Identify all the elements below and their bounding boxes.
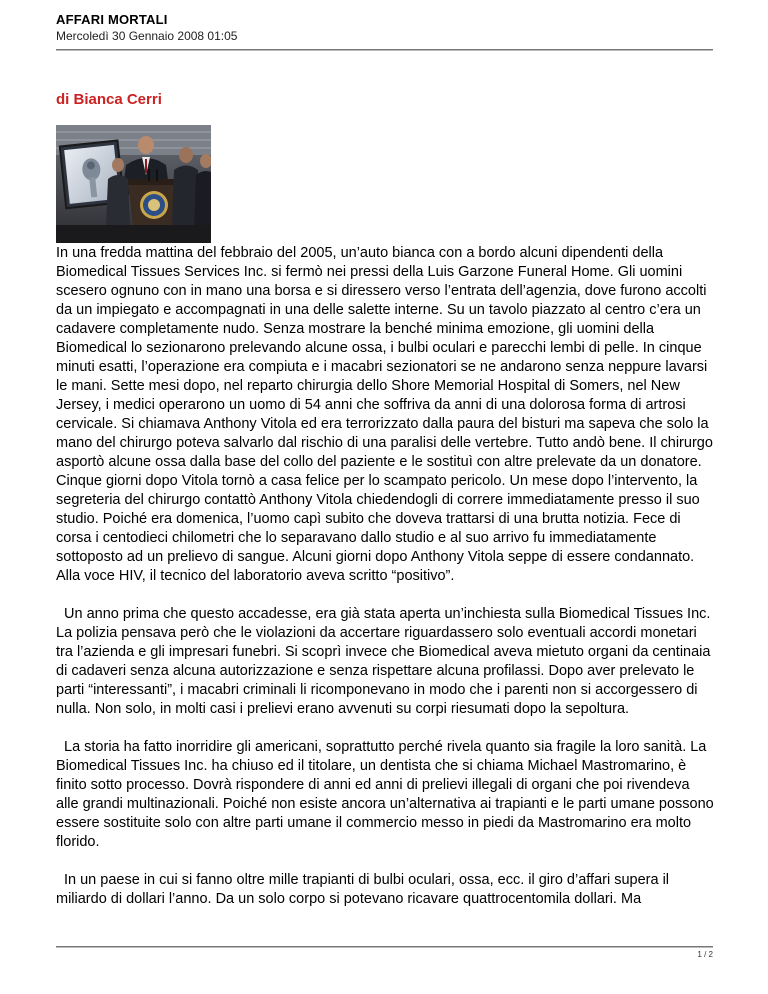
publish-date: Mercoledì 30 Gennaio 2008 01:05 <box>56 29 238 43</box>
article-body <box>56 244 716 928</box>
footer-divider <box>56 946 713 948</box>
article-paragraph: Un anno prima che questo accadesse, era già stata aperta un’inchiesta sulla Biomedical Tissues Inc. La polizia pensava però che le violazioni da accertare riguardassero solo eventuali accordi monetari tra l’azienda e gli impresari funebri. Si scoprì invece che Biomedical aveva mietuto organi da centinaia di cadaveri senza alcuna autorizzazione e senza rispettare alcuna profilassi. Dopo aver prelevato le parti “interessanti”, i macabri criminali li ricomponevano in modo che i parenti non si accorgessero di nulla. Non solo, in molti casi i prelievi erano avvenuti su corpi riesumati dopo la sepoltura. <box>56 606 711 717</box>
article-title: AFFARI MORTALI <box>56 12 168 27</box>
article-photo <box>56 125 211 243</box>
article-paragraph: In un paese in cui si fanno oltre mille trapianti di bulbi oculari, ossa, ecc. il giro d’affari supera il miliardo di dollari l’anno. Da un solo corpo si potevano ricavare quattrocentomila dollari. Ma <box>56 872 670 907</box>
article-paragraph: In una fredda mattina del febbraio del 2005, un’auto bianca con a bordo alcuni dipendenti della Biomedical Tissues Services Inc. si fermò nei pressi della Luis Garzone Funeral Home. Gli uomini scesero ognuno con in mano una borsa e si diressero verso l’entrata dell’agenzia, dove furono accolti da un impiegato e accompagnati in una delle salette interne. Su un tavolo piazzato al centro c’era un cadavere completamente nudo. Senza mostrare la benché minima emozione, gli uomini della Biomedical lo sezionarono prelevando alcune ossa, i bulbi oculari e parecchi lembi di pelle. In cinque minuti esatti, l’operazione era compiuta e i macabri sezionatori se ne andarono senza neppure lavarsi le mani. Sette mesi dopo, nel reparto chirurgia dello Shore Memorial Hospital di Somers, nel New Jersey, i medici operarono un uomo di 54 anni che soffriva da anni di una dolorosa forma di artrosi cervicale. Si chiamava Anthony Vitola ed era terrorizzato dalla paura del bisturi ma sapeva che solo la mano del chirurgo poteva salvarlo dal rischio di una paralisi delle vertebre. Tutto andò bene. Il chirurgo asportò alcune ossa dalla base del collo del paziente e le sostituì con altre prelevate da un donatore. Cinque giorni dopo Vitola tornò a casa felice per lo scampato pericolo. Un mese dopo l’intervento, la segreteria del chirurgo contattò Anthony Vitola chiedendogli di correre immediatamente presso il suo studio. Poiché era domenica, l’uomo capì subito che doveva trattarsi di una brutta notizia. Fece di corsa i centodieci chilometri che lo separavano dallo studio e al suo arrivo fu immediatamente sottoposto ad un prelievo di sangue. Alcuni giorni dopo Anthony Vitola seppe di essere condannato. Alla voce HIV, il tecnico del laboratorio aveva scritto “positivo”. <box>56 245 713 584</box>
press-conference-photo <box>56 125 211 243</box>
page-number: 1 / 2 <box>697 950 713 959</box>
article-paragraph: La storia ha fatto inorridire gli americani, soprattutto perché rivela quanto sia fragile la loro sanità. La Biomedical Tissues Inc. ha chiuso ed il titolare, un dentista che si chiama Michael Mastromarino, è finito sotto processo. Dovrà rispondere di anni ed anni di prelievi illegali di organi che poi rivendeva alle grandi multinazionali. Poiché non esiste ancora un’alternativa ai trapianti e le parti umane possono essere sostituite solo con altre parti umane il commercio messo in piedi da Mastromarino era molto florido. <box>56 739 714 850</box>
document-header <box>56 12 713 44</box>
header-divider <box>56 49 713 51</box>
author-byline: di Bianca Cerri <box>56 91 162 108</box>
